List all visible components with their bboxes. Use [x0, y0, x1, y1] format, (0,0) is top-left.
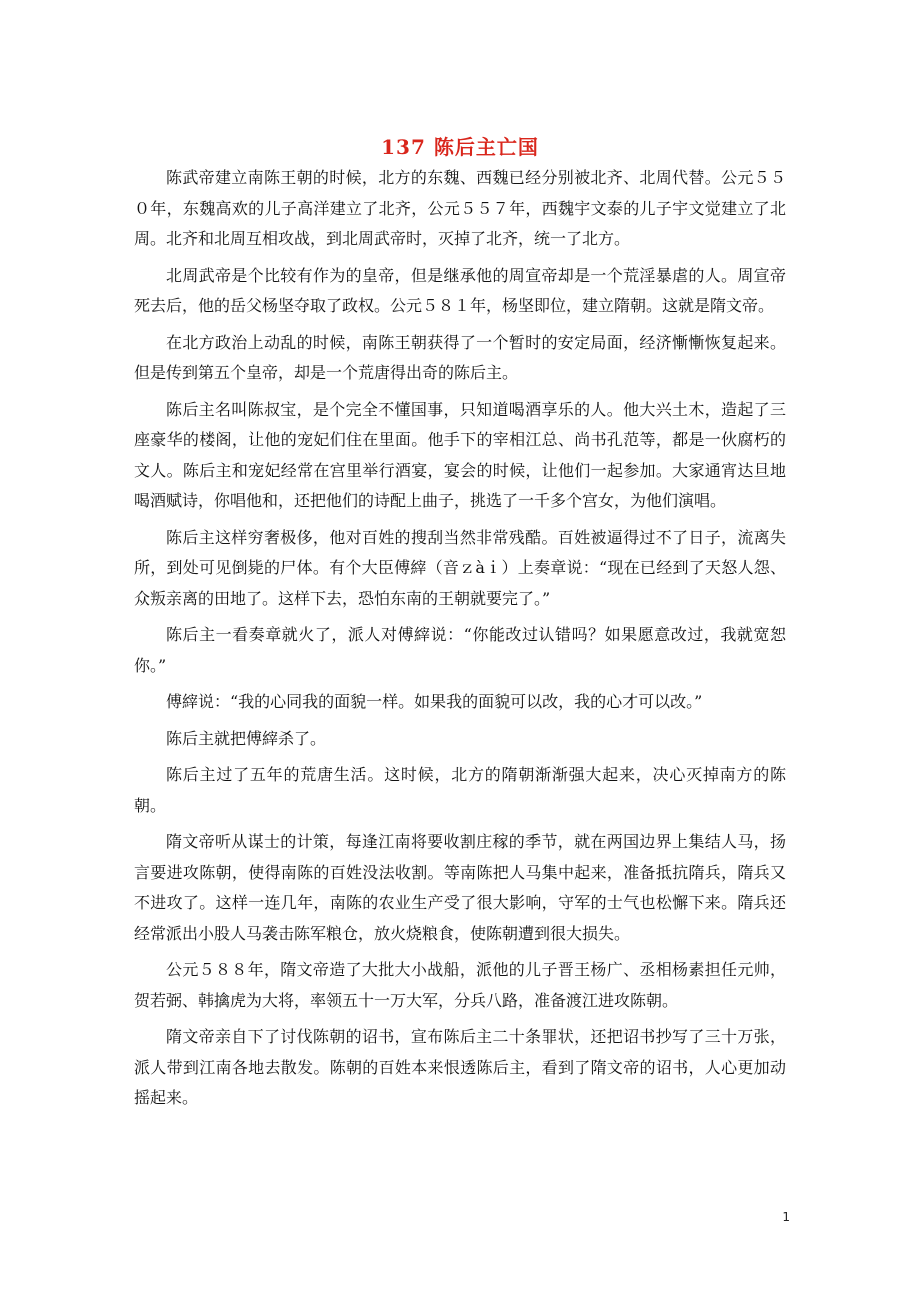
page-title: 137 陈后主亡国 — [381, 135, 539, 160]
paragraph: 隋文帝听从谋士的计策，每逢江南将要收割庄稼的季节，就在两国边界上集结人马，扬言要进攻陈朝，使得南陈的百姓没法收割。等南陈把人马集中起来，准备抵抗隋兵，隋兵又不进攻了。这样一连几年，南陈的农业生产受了很大影响，守军的士气也松懈下来。隋兵还经常派出小股人马袭击陈军粮仓，放火烧粮食，使陈朝遭到很大损失。 — [134, 832, 786, 943]
paragraph: 傅縡说：“我的心同我的面貌一样。如果我的面貌可以改，我的心才可以改。” — [166, 692, 703, 711]
paragraph: 北周武帝是个比较有作为的皇帝，但是继承他的周宣帝却是一个荒淫暴虐的人。周宣帝死去后，他的岳父杨坚夺取了政权。公元５８１年，杨坚即位，建立隋朝。这就是隋文帝。 — [134, 265, 786, 315]
paragraph: 陈后主一看奏章就火了，派人对傅縡说：“你能改过认错吗？如果愿意改过，我就宽恕你。” — [134, 625, 786, 675]
paragraph: 陈后主这样穷奢极侈，他对百姓的搜刮当然非常残酷。百姓被逼得过不了日子，流离失所，到处可见倒毙的尸体。有个大臣傅縡（音ｚàｉ）上奏章说：“现在已经到了天怒人怨、众叛亲离的田地了。这样下去，恐怕东南的王朝就要完了。” — [134, 527, 786, 608]
paragraph: 隋文帝亲自下了讨伐陈朝的诏书，宣布陈后主二十条罪状，还把诏书抄写了三十万张，派人带到江南各地去散发。陈朝的百姓本来恨透陈后主，看到了隋文帝的诏书，人心更加动摇起来。 — [134, 1027, 786, 1107]
paragraph: 陈武帝建立南陈王朝的时候，北方的东魏、西魏已经分别被北齐、北周代替。公元５５０年，东魏高欢的儿子高洋建立了北齐，公元５５７年，西魏宇文泰的儿子宇文觉建立了北周。北齐和北周互相攻战，到北周武帝时，灭掉了北齐，统一了北方。 — [134, 168, 786, 248]
page-number: 1 — [782, 1210, 790, 1224]
paragraph: 陈后主就把傅縡杀了。 — [166, 728, 327, 748]
paragraph: 陈后主名叫陈叔宝，是个完全不懂国事，只知道喝酒享乐的人。他大兴土木，造起了三座豪华的楼阁，让他的宠妃们住在里面。他手下的宰相江总、尚书孔范等，都是一伙腐朽的文人。陈后主和宠妃经常在宫里举行酒宴，宴会的时候，让他们一起参加。大家通宵达旦地喝酒赋诗，你唱他和，还把他们的诗配上曲子，挑选了一千多个宫女，为他们演唱。 — [134, 399, 786, 510]
paragraph: 在北方政治上动乱的时候，南陈王朝获得了一个暂时的安定局面，经济慚慚恢复起来。但是传到第五个皇帝，却是一个荒唐得出奇的陈后主。 — [134, 332, 786, 382]
paragraph: 陈后主过了五年的荒唐生活。这时候，北方的隋朝渐渐强大起来，决心灭掉南方的陈朝。 — [134, 765, 786, 815]
article-body — [134, 163, 786, 1120]
paragraph: 公元５８８年，隋文帝造了大批大小战船，派他的儿子晋王杨广、丞相杨素担任元帅，贺若弼、韩擒虎为大将，率领五十一万大军，分兵八路，准备渡江进攻陈朝。 — [134, 960, 786, 1010]
